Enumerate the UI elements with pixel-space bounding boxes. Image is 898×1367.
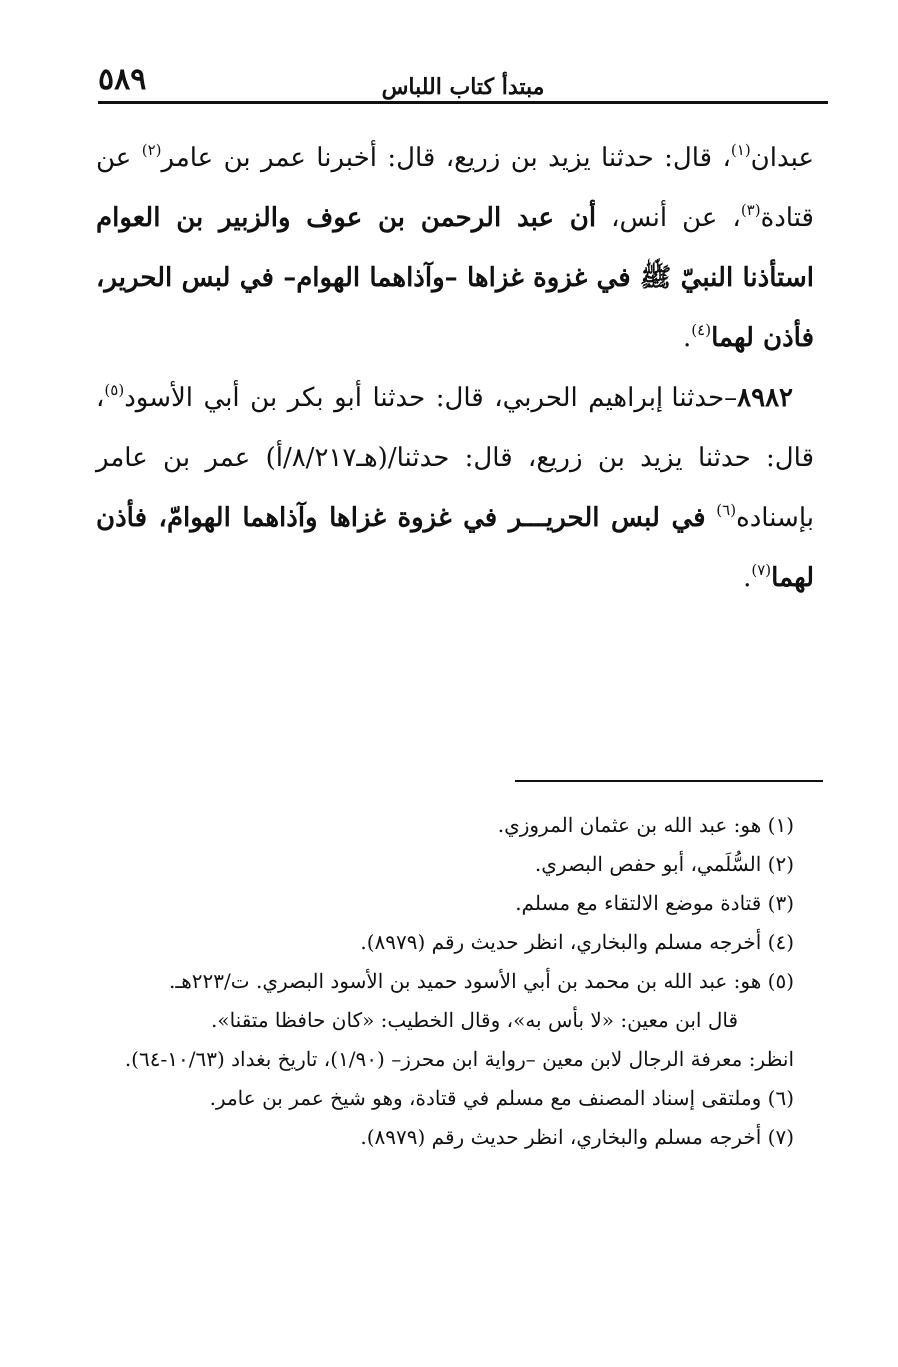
- text-run: عبدان: [750, 143, 814, 173]
- footnotes: [90, 806, 794, 1157]
- text-run: عن قتادة: [96, 143, 814, 233]
- hadith-matn-bold: أن عبد الرحمن بن عوف والزبير بن العوام استأذنا النبيّ ﷺ في غزوة غزاها –وآذاهما الهوام– في لبس الحرير، فأذن لهما: [96, 203, 814, 353]
- footnote-marker-7: (٧): [751, 561, 772, 579]
- footnote-marker-1: (١): [730, 141, 751, 159]
- text-run: [706, 503, 717, 533]
- footnote-separator: [515, 780, 823, 782]
- hadith-paragraph-1: [96, 128, 814, 368]
- main-text: [96, 128, 814, 608]
- header-rule: [98, 101, 828, 104]
- footnote-5: (٥) هو: عبد الله بن محمد بن أبي الأسود حميد بن الأسود البصري. ت/٢٢٣هـ.: [169, 969, 794, 993]
- footnote-marker-4: (٤): [691, 321, 712, 339]
- footnote-5-reference: انظر: معرفة الرجال لابن معين –رواية ابن محرز– (١/٩٠)، تاريخ بغداد (١٠/٦٣-٦٤).: [124, 1047, 794, 1071]
- page-number: ٥٨٩: [98, 62, 147, 97]
- text-run: ، عن أنس،: [596, 203, 741, 233]
- footnote-4: (٤) أخرجه مسلم والبخاري، انظر حديث رقم (٨٩٧٩).: [360, 930, 794, 954]
- footnote-marker-5: (٥): [104, 381, 125, 399]
- footnote-6: (٦) وملتقى إسناد المصنف مع مسلم في قتادة، وهو شيخ عمر بن عامر.: [209, 1086, 794, 1110]
- footnote-marker-3: (٣): [740, 201, 761, 219]
- running-title: مبتدأ كتاب اللباس: [381, 74, 545, 100]
- footnote-1: (١) هو: عبد الله بن عثمان المروزي.: [497, 813, 794, 837]
- text-run: –حدثنا إبراهيم الحربي، قال: حدثنا أبو بكر بن أبي الأسود: [124, 383, 738, 413]
- footnote-5-continuation: قال ابن معين: «لا بأس به»، وقال الخطيب: «كان حافظا متقنا».: [210, 1008, 738, 1032]
- text-run: .: [683, 323, 692, 353]
- text-run: ، قال: حدثنا يزيد بن زريع، قال: أخبرنا عمر بن عامر: [161, 143, 731, 173]
- footnote-marker-6: (٦): [716, 501, 737, 519]
- hadith-paragraph-2: [96, 368, 814, 608]
- footnote-7: (٧) أخرجه مسلم والبخاري، انظر حديث رقم (٨٩٧٩).: [360, 1125, 794, 1149]
- text-run: ، قال: حدثنا يزيد بن زريع، قال: حدثنا/(هـ٨/٢١٧/أ) عمر بن عامر بإسناده: [96, 383, 814, 533]
- footnote-3: (٣) قتادة موضع الالتقاء مع مسلم.: [515, 891, 794, 915]
- footnote-marker-2: (٢): [141, 141, 162, 159]
- hadith-matn-bold: في لبس الحريـــر في غزوة غزاها وآذاهما الهوامّ، فأذن لهما: [96, 503, 814, 593]
- text-run: .: [743, 563, 752, 593]
- footnote-2: (٢) السُّلَمي، أبو حفص البصري.: [534, 852, 794, 876]
- hadith-number: ٨٩٨٢: [737, 383, 794, 413]
